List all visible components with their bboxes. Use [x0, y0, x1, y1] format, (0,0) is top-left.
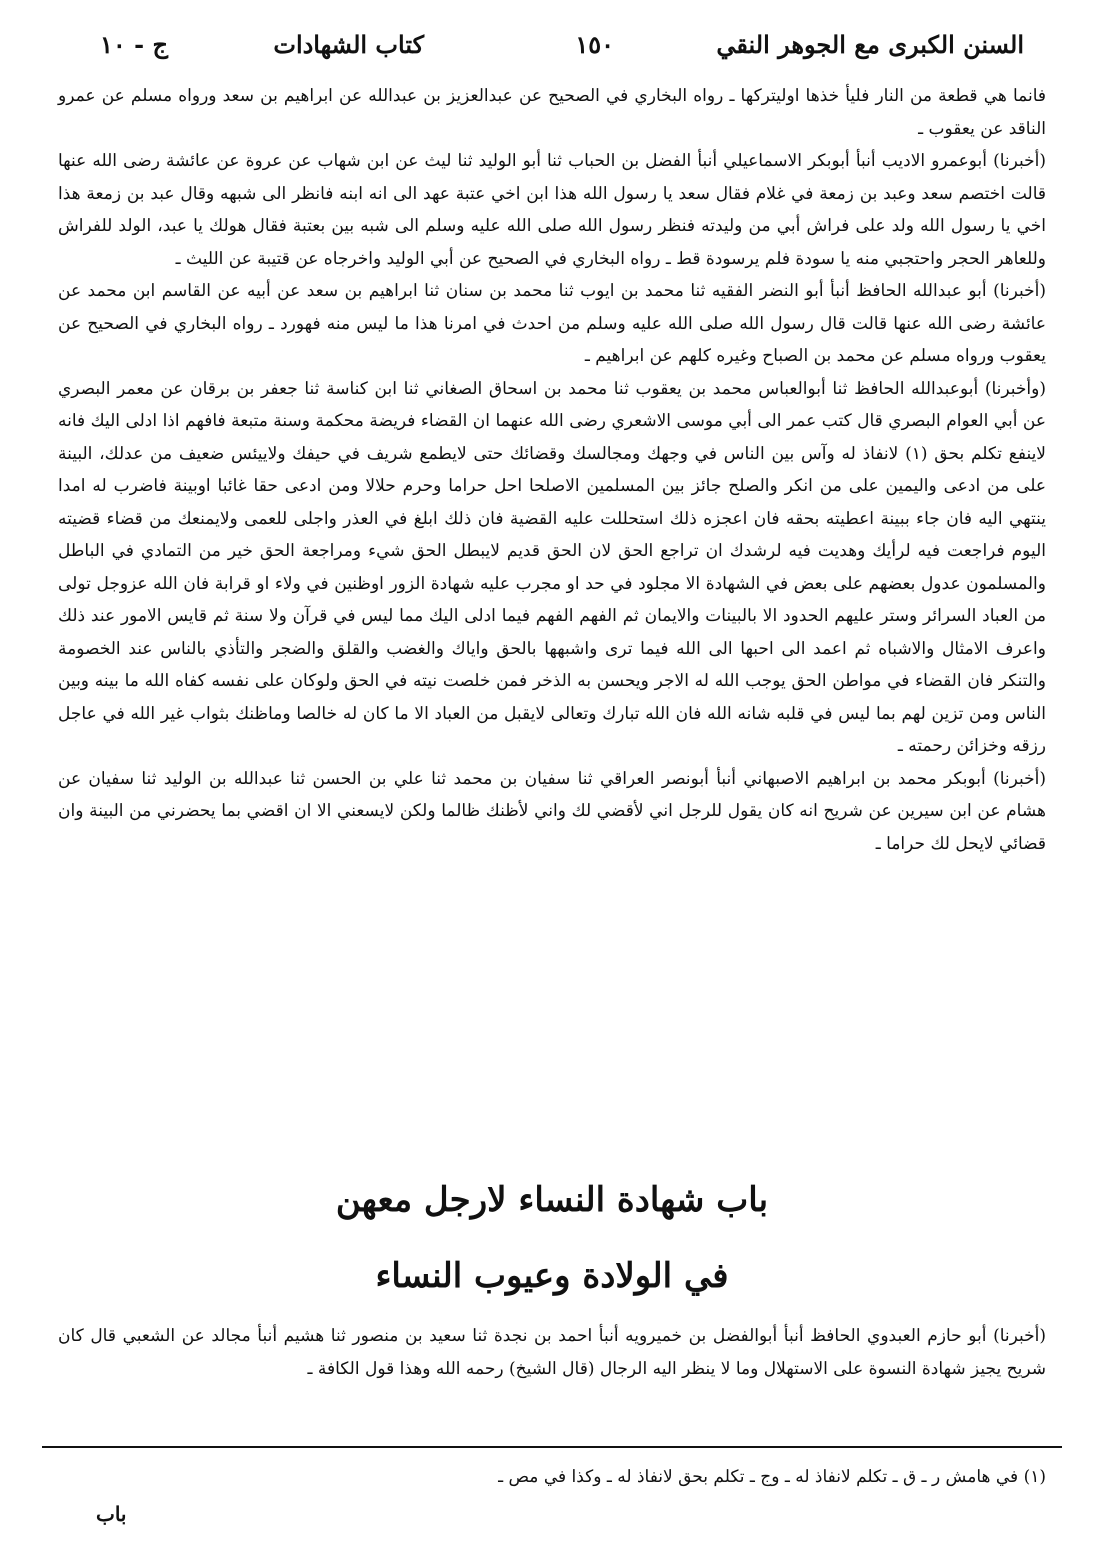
paragraph: (أخبرنا) أبوبكر محمد بن ابراهيم الاصبهاني أنبأ أبونصر العراقي ثنا سفيان بن محمد ثنا علي بن الحسن ثنا عبدالله بن الوليد ثنا سفيان عن هشام عن ابن سيرين عن شريح انه كان يقول للرجل اني لأقضي لك واني لأظنك ظالما ولكن لايسعني الا ان اقضي بما يحضرني من البينة وان قضائي لايحل لك حراما ـ	[58, 768, 1046, 854]
volume-label: ج - ١٠	[100, 30, 168, 59]
paragraph: (أخبرنا) أبو عبدالله الحافظ أنبأ أبو النضر الفقيه ثنا محمد بن ايوب ثنا محمد بن سنان ثنا ابراهيم بن سعد عن أبيه عن القاسم ابن محمد عن عائشة رضى الله عنها قالت قال رسول الله صلى الله عليه وسلم من احدث في امرنا هذا ما ليس منه فهورد ـ رواه البخاري في الصحيح عن يعقوب ورواه مسلم عن محمد بن الصباح وغيره كلهم عن ابراهيم ـ	[58, 281, 1046, 366]
section-title: كتاب الشهادات	[273, 30, 424, 59]
chapter-text	[58, 1320, 1046, 1385]
paragraph: فانما هي قطعة من النار فليأ خذها اوليتركها ـ رواه البخاري في الصحيح عن عبدالعزيز بن عبدالله عن ابراهيم بن سعد ورواه مسلم عن عمرو الناقد عن يعقوب ـ	[58, 86, 1046, 139]
chapter-title-line-2: في الولادة وعيوب النساء	[375, 1256, 729, 1296]
main-text	[58, 80, 1046, 860]
book-title: السنن الكبرى مع الجوهر النقي	[716, 30, 1024, 59]
footnote: (١) في هامش ر ـ ق ـ تكلم لانفاذ له ـ وج ـ تكلم بحق لانفاذ له ـ وكذا في مص ـ	[498, 1467, 1046, 1487]
footnote-divider	[42, 1446, 1062, 1448]
catchword: باب	[96, 1502, 127, 1526]
page-number: ١٥٠	[575, 30, 614, 59]
paragraph: (وأخبرنا) أبوعبدالله الحافظ ثنا أبوالعباس محمد بن يعقوب ثنا محمد بن اسحاق الصغاني ثنا ابن كناسة ثنا جعفر بن برقان عن معمر البصري عن أبي العوام البصري قال كتب عمر الى أبي موسى الاشعري رضى الله عنهما ان القضاء فريضة محكمة وسنة متبعة فافهم اذا ادلى اليك فانه لاينفع تكلم بحق (١) لانفاذ له وآس بين الناس في وجهك ومجالسك وقضائك حتى لايطمع شريف في حيفك ولاييئس ضعيف من عدلك، البينة على من ادعى واليمين على من انكر والصلح جائز بين المسلمين الاصلحا احل حراما وحرم حلالا ومن ادعى حقا غائبا اوبينة فاضرب له امدا ينتهي اليه فان جاء ببينة اعطيته بحقه فان اعجزه ذلك استحللت عليه القضية فان ذلك ابلغ في العذر واجلى للعمى ولايمنعك من قضاء قضيته اليوم فراجعت فيه لرأيك وهديت فيه لرشدك ان تراجع الحق لان الحق قديم لايبطل الحق شيء ومراجعة الحق خير من التمادي في الباطل والمسلمون عدول بعضهم على بعض في الشهادة الا مجلود في حد او مجرب عليه شهادة الزور اوظنين في ولاء او قرابة فان الله عزوجل تولى من العباد السرائر وستر عليهم الحدود الا بالبينات والايمان ثم الفهم الفهم فيما ادلى اليك مما ليس في قرآن ولا سنة ثم قايس الامور عند ذلك واعرف الامثال والاشباه ثم اعمد الى احبها الى الله فيما ترى واشبهها بالحق واياك والغضب والقلق والضجر والتأذي بالناس عند الخصومة والتنكر فان القضاء في مواطن الحق يوجب الله له الاجر ويحسن به الذخر فمن خلصت نيته في الحق ولوكان على نفسه كفاه الله ما بينه وبين الناس ومن تزين لهم بما ليس في قلبه شانه الله فان الله تبارك وتعالى لايقبل من العباد الا ما كان له خالصا وماظنك بثواب غير الله في عاجل رزقه وخزائن رحمته ـ	[58, 378, 1046, 756]
page-header	[80, 30, 1024, 70]
chapter-title-line-1: باب شهادة النساء لارجل معهن	[335, 1180, 769, 1220]
paragraph: (أخبرنا) أبو حازم العبدوي الحافظ أنبأ أبوالفضل بن خميرويه أنبأ احمد بن نجدة ثنا سعيد بن منصور ثنا هشيم أنبأ مجالد عن الشعبي قال كان شريح يجيز شهادة النسوة على الاستهلال وما لا ينظر اليه الرجال (قال الشيخ) رحمه الله وهذا قول الكافة ـ	[58, 1326, 1046, 1379]
paragraph: (أخبرنا) أبوعمرو الاديب أنبأ أبوبكر الاسماعيلي أنبأ الفضل بن الحباب ثنا أبو الوليد ثنا ليث عن ابن شهاب عن عروة عن عائشة رضى الله عنها قالت اختصم سعد وعبد بن زمعة في غلام فقال سعد يا رسول الله هذا ابن اخي عتبة عهد الى انه ابنه فانظر الى شبهه وقال عبد بن زمعة هذا اخي يا رسول الله ولد على فراش أبي من وليدته فنظر رسول الله صلى الله عليه وسلم الى شبه بين بعتبة فقال هولك يا عبد، الولد للفراش وللعاهر الحجر واحتجبي منه يا سودة فلم يرسودة قط ـ رواه البخاري في الصحيح عن أبي الوليد واخرجاه عن قتيبة عن الليث ـ	[58, 151, 1046, 269]
